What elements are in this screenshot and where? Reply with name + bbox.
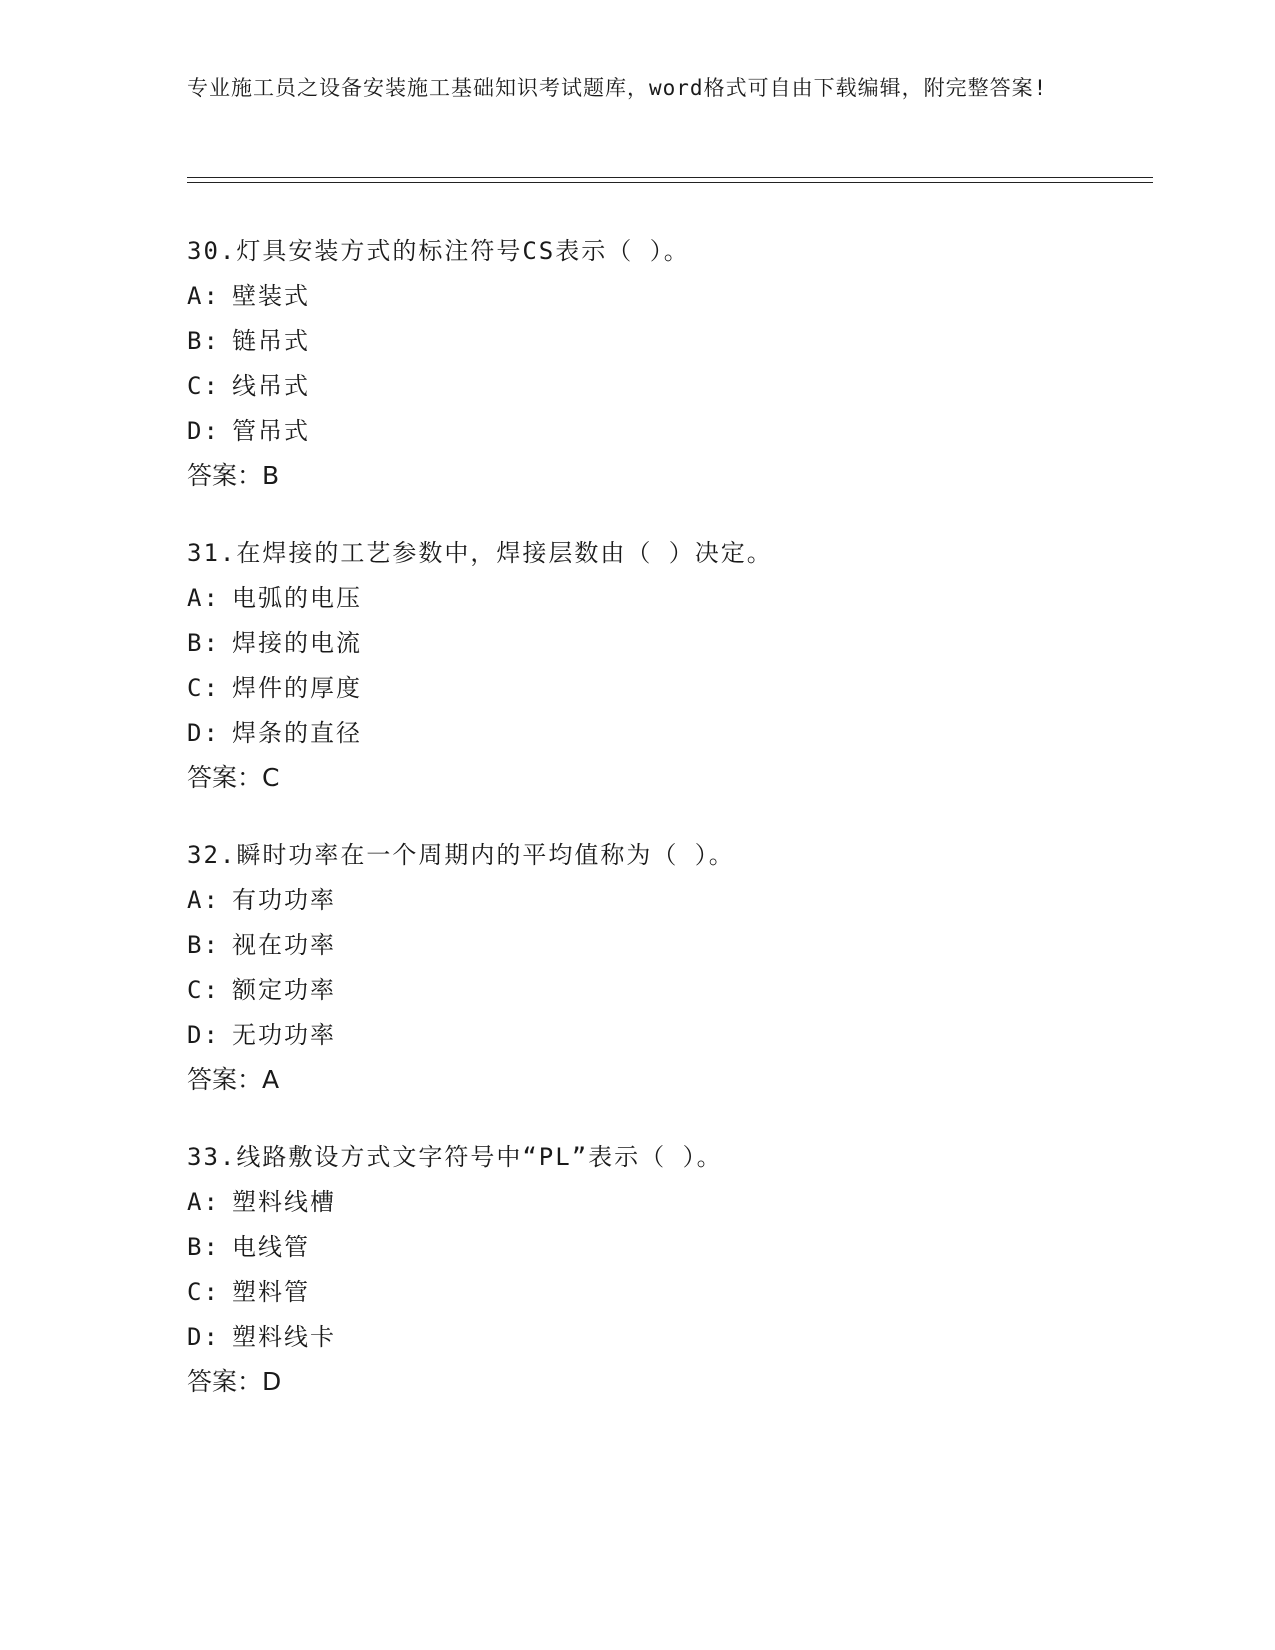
option-text: 有功功率	[232, 886, 336, 914]
option-letter: D:	[187, 719, 220, 747]
option-letter: C:	[187, 1278, 220, 1306]
option-letter: A:	[187, 584, 220, 612]
question-block	[187, 236, 1147, 491]
option-text: 额定功率	[232, 976, 336, 1004]
question-stem: 30.灯具安装方式的标注符号CS表示（ ）。	[187, 237, 690, 265]
option-letter: C:	[187, 976, 220, 1004]
answer-line: 答案：A	[187, 1065, 280, 1094]
option-b	[187, 628, 1147, 658]
option-text: 壁装式	[232, 282, 310, 310]
option-text: 电线管	[232, 1233, 310, 1261]
option-d	[187, 718, 1147, 748]
option-b	[187, 1232, 1147, 1262]
option-a	[187, 885, 1147, 915]
question-block	[187, 840, 1147, 1095]
answer-line: 答案：C	[187, 763, 280, 792]
option-text: 链吊式	[232, 327, 310, 355]
option-text: 塑料管	[232, 1278, 310, 1306]
option-text: 焊条的直径	[232, 719, 362, 747]
option-d	[187, 416, 1147, 446]
question-stem: 32.瞬时功率在一个周期内的平均值称为（ ）。	[187, 841, 735, 869]
option-a	[187, 583, 1147, 613]
option-text: 线吊式	[232, 372, 310, 400]
header-divider-top	[187, 177, 1153, 178]
question-block	[187, 1142, 1147, 1397]
option-c	[187, 975, 1147, 1005]
question-stem: 31.在焊接的工艺参数中，焊接层数由（ ）决定。	[187, 539, 773, 567]
option-c	[187, 1277, 1147, 1307]
option-letter: C:	[187, 674, 220, 702]
option-letter: C:	[187, 372, 220, 400]
option-b	[187, 930, 1147, 960]
answer-line: 答案：B	[187, 461, 280, 490]
option-text: 塑料线卡	[232, 1323, 336, 1351]
answer-line: 答案：D	[187, 1367, 282, 1396]
question-stem: 33.线路敷设方式文字符号中“PL”表示（ ）。	[187, 1143, 723, 1171]
option-letter: B:	[187, 1233, 220, 1261]
option-text: 电弧的电压	[232, 584, 362, 612]
option-a	[187, 1187, 1147, 1217]
option-letter: B:	[187, 629, 220, 657]
option-text: 无功功率	[232, 1021, 336, 1049]
option-d	[187, 1020, 1147, 1050]
option-d	[187, 1322, 1147, 1352]
option-a	[187, 281, 1147, 311]
option-letter: D:	[187, 1021, 220, 1049]
question-block	[187, 538, 1147, 793]
option-letter: B:	[187, 327, 220, 355]
option-letter: A:	[187, 282, 220, 310]
option-b	[187, 326, 1147, 356]
option-letter: A:	[187, 886, 220, 914]
option-text: 视在功率	[232, 931, 336, 959]
question-list	[187, 236, 1147, 1444]
option-letter: A:	[187, 1188, 220, 1216]
document-intro: 专业施工员之设备安装施工基础知识考试题库，word格式可自由下载编辑，附完整答案!	[187, 76, 1048, 100]
option-letter: B:	[187, 931, 220, 959]
option-letter: D:	[187, 1323, 220, 1351]
option-c	[187, 673, 1147, 703]
option-text: 管吊式	[232, 417, 310, 445]
option-text: 塑料线槽	[232, 1188, 336, 1216]
option-text: 焊接的电流	[232, 629, 362, 657]
option-c	[187, 371, 1147, 401]
header-divider-bottom	[187, 182, 1153, 183]
option-letter: D:	[187, 417, 220, 445]
option-text: 焊件的厚度	[232, 674, 362, 702]
